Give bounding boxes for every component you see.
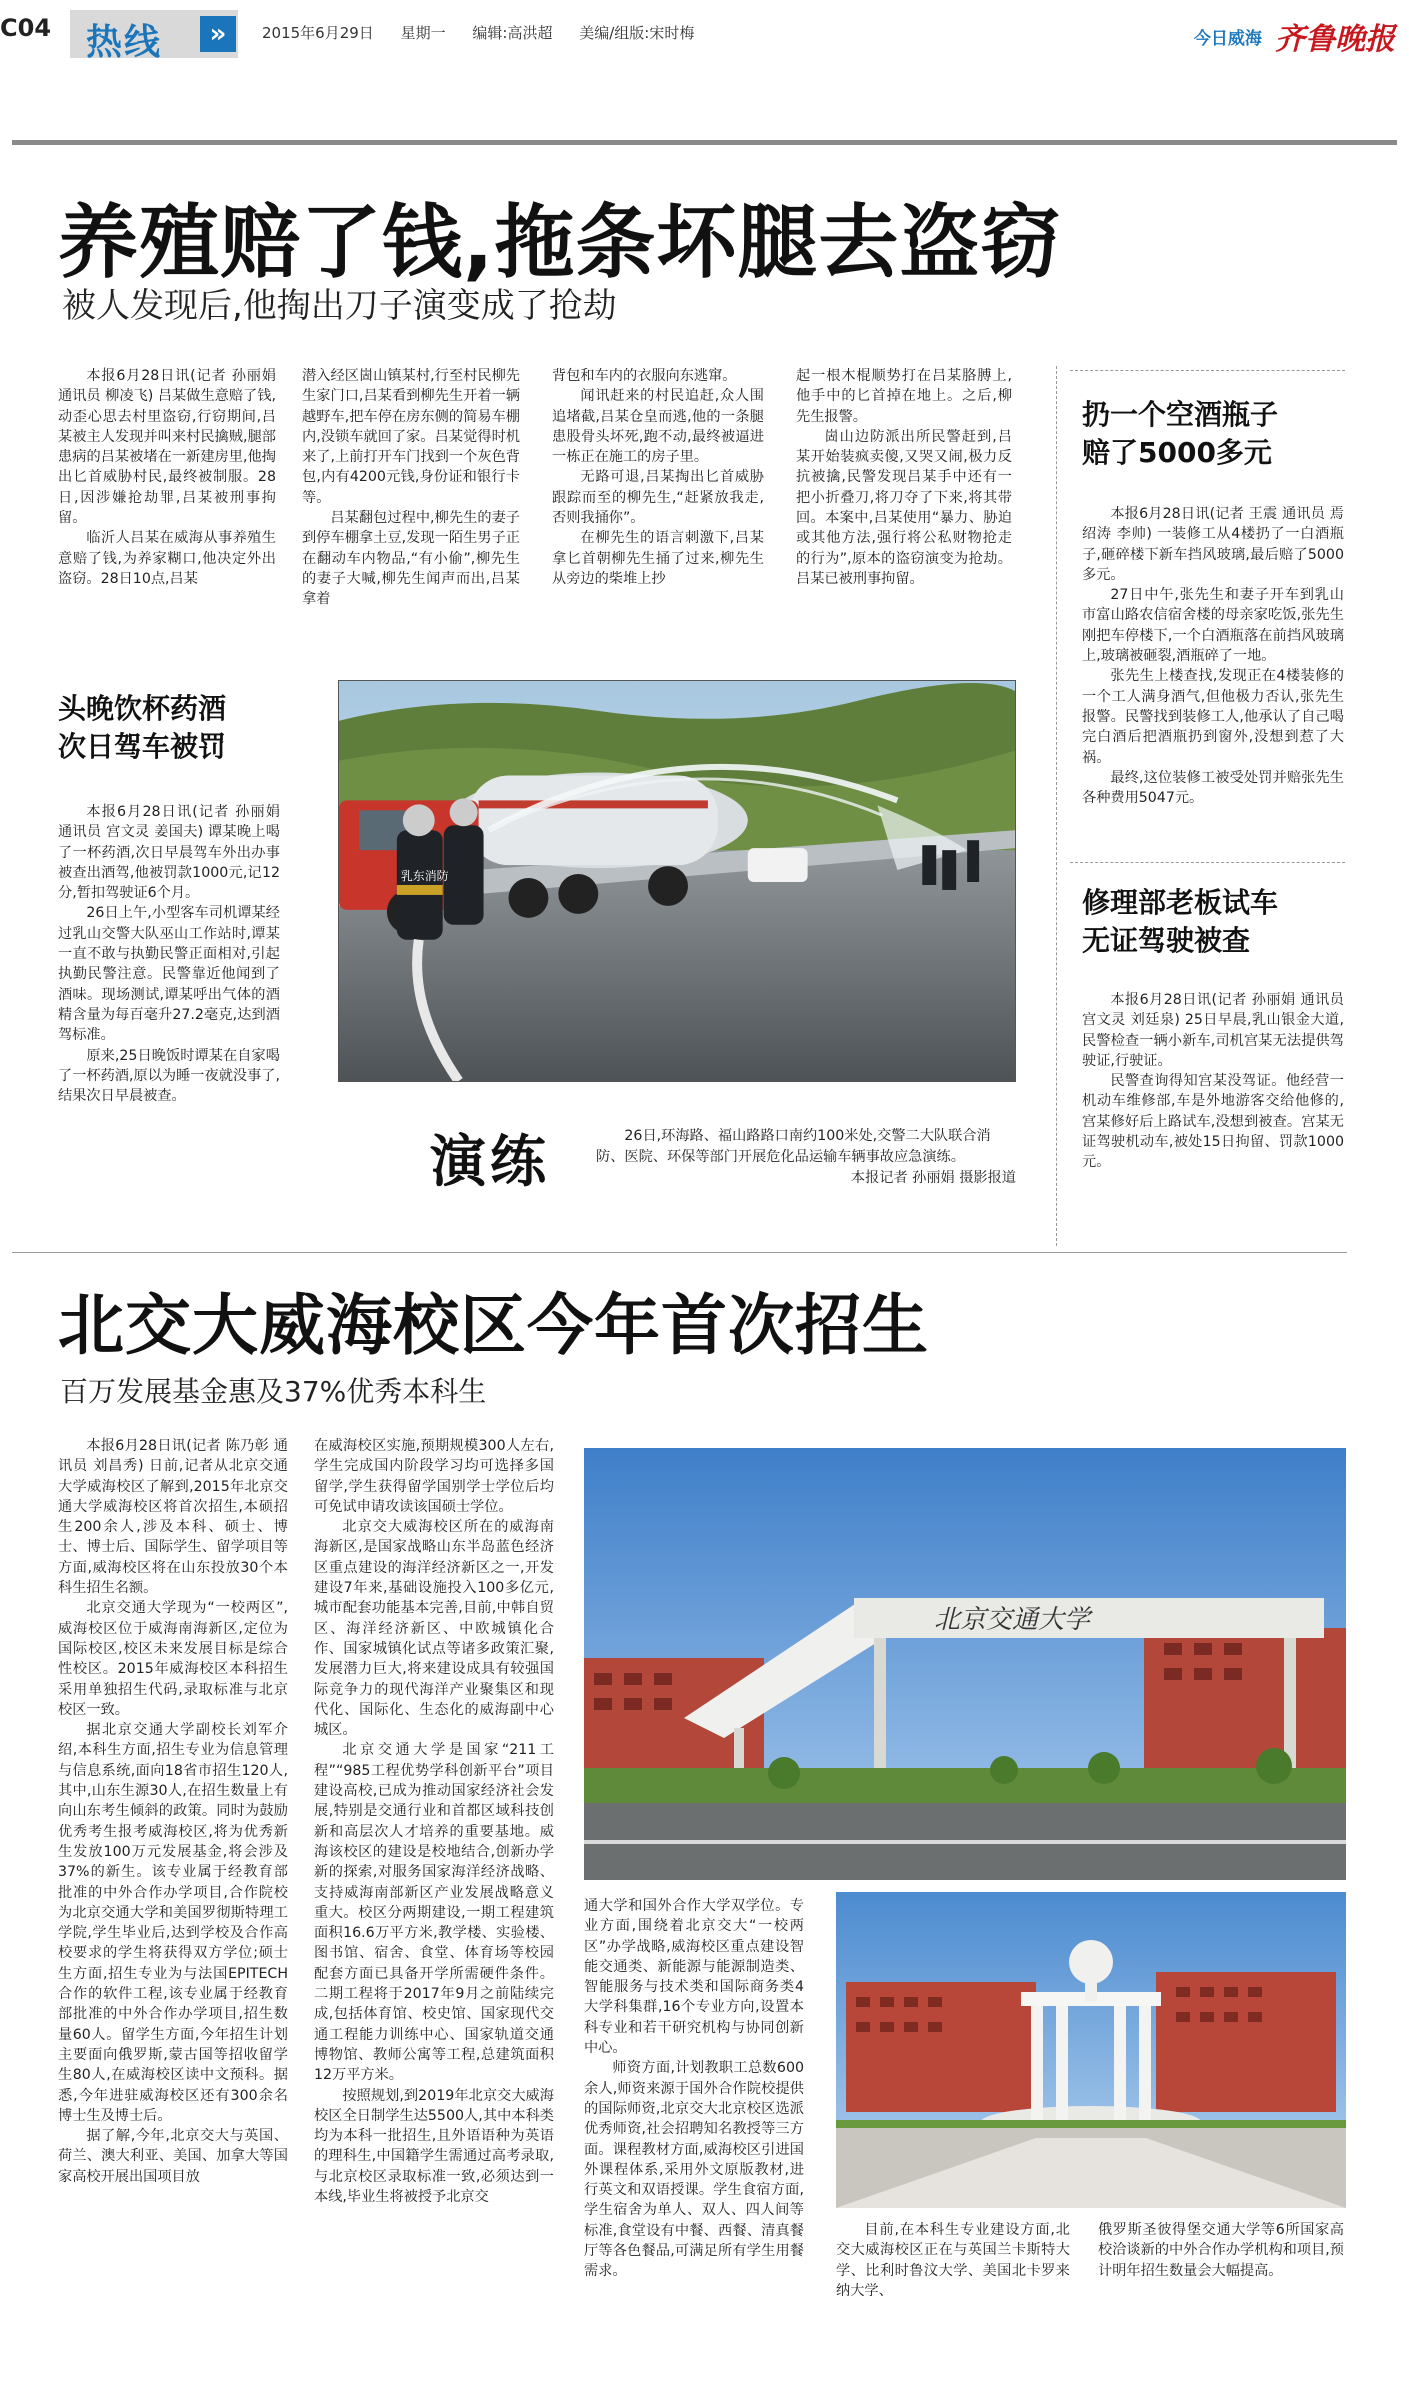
story2-para: 原来,25日晚饭时谭某在自家喝了一杯药酒,原以为睡一夜就没事了,结果次日早晨被查。	[58, 1047, 280, 1105]
column-divider	[1056, 366, 1057, 1246]
story5-col-3	[584, 1896, 804, 2278]
designer-credit: 美编/组版:宋时梅	[579, 24, 695, 42]
story5-col1-para: 据北京交通大学副校长刘军介绍,本科生方面,招生专业为信息管理与信息系统,面向18省市招生120人,其中,山东生源30人,在招生数量上有向山东考生倾斜的政策。同时为鼓励优秀考生报考威海校区,将为优秀新生发放100万元发展基金,将会涉及37%的新生。该专业属于经教育部批准的中外合作办学项目,合作院校为北京交通大学和美国罗彻斯特理工学院,学生毕业后,达到学校及合作高校要求的学生将获得双方学位;硕士生方面,招生专业为与法国EPITECH合作的软件工程,该专业属于经教育部批准的中外合作办学项目,招生数量60人。留学生方面,今年招生计划主要面向俄罗斯,蒙古国等招收留学生80人,在威海校区读中文预科。据悉,今年进驻威海校区还有300余名博士生及博士后。	[58, 1722, 288, 2124]
campus-plaza-illustration	[836, 1892, 1346, 2208]
story5-col-1	[58, 1436, 288, 2376]
story1-col-1	[58, 366, 276, 626]
story1-col1-para: 临沂人吕某在威海从事养殖生意赔了钱,为养家糊口,他决定外出盗窃。28日10点,吕某	[58, 530, 276, 587]
story1-col2-para: 吕某翻包过程中,柳先生的妻子到停车棚拿土豆,发现一陌生男子正在翻动车内物品,“有小偷”,柳先生的妻子大喊,柳先生闻声而出,吕某拿着	[302, 510, 520, 608]
campus-gate-photo	[584, 1448, 1346, 1880]
side-mid-rule	[1070, 862, 1345, 863]
story5-col-5	[1098, 2220, 1344, 2370]
story5-col3-para: 通大学和国外合作大学双学位。专业方面,围绕着北京交大“一校两区”办学战略,威海校区重点建设智能交通类、新能源与能源制造类、智能服务与技术类和国际商务类4大学科集群,16个专业方向,设置本科专业和若干研究机构与协同创新中心。	[584, 1898, 804, 2057]
side-top-rule	[1070, 370, 1345, 371]
campus-plaza-photo	[836, 1892, 1346, 2208]
section-tab	[70, 10, 238, 63]
story4-title-line: 无证驾驶被查	[1082, 924, 1251, 957]
story5-col2-para: 北京交大威海校区所在的威海南海新区,是国家战略山东半岛蓝色经济区重点建设的海洋经济新区之一,开发建设7年来,基础设施投入100多亿元,城市配套功能基本完善,目前,中韩自贸区、海洋经济新区、中欧城镇化合作、国家城镇化试点等诸多政策汇聚,发展潜力巨大,将来建设成具有较强国际竞争力的现代海洋产业聚集区和现代化、国际化、生态化的威海副中心城区。	[314, 1519, 554, 1739]
story3-para: 本报6月28日讯(记者 王震 通讯员 焉绍涛 李帅) 一装修工从4楼扔了一白酒瓶子,砸碎楼下新车挡风玻璃,最后赔了5000多元。	[1082, 506, 1344, 583]
drill-photo	[338, 680, 1016, 1082]
story1-col3-para: 闻讯赶来的村民追赶,众人围追堵截,吕某仓皇而逃,他的一条腿患股骨头坏死,跑不动,最终被逼进一栋正在施工的房子里。	[552, 388, 764, 466]
issue-date: 2015年6月29日	[262, 24, 374, 42]
gate-sign: 北京交通大学	[934, 1605, 1091, 1635]
story5-col1-para: 北京交通大学现为“一校两区”,威海校区位于威海南海新区,定位为国际校区,校区未来发展目标是综合性校区。2015年威海校区本科招生采用单独招生代码,录取标准与北京校区一致。	[58, 1600, 288, 1718]
story1-col4-para: 起一根木棍顺势打在吕某胳膊上,他手中的匕首掉在地上。之后,柳先生报警。	[796, 368, 1012, 425]
issue-meta	[262, 22, 716, 43]
story1-col1-para: 本报6月28日讯(记者 孙丽娟 通讯员 柳凌飞) 吕某做生意赔了钱,动歪心思去村里盗窃,行窃期间,吕某被主人发现并叫来村民擒贼,腿部患病的吕某被堵在一新建房里,他掏出匕首威胁村民,最终被制服。28日,因涉嫌抢劫罪,吕某被刑事拘留。	[58, 368, 276, 527]
story2-body	[58, 802, 280, 1252]
story3-title-line: 赔了5000多元	[1082, 436, 1272, 469]
story5-col5-para: 俄罗斯圣彼得堡交通大学等6所国家高校洽谈新的中外合作办学机构和项目,预计明年招生数量会大幅提高。	[1098, 2222, 1344, 2279]
story5-col-4	[836, 2220, 1070, 2370]
story2-title-line: 头晚饮杯药酒	[58, 692, 227, 725]
story1-col3-para: 在柳先生的语言刺激下,吕某拿匕首朝柳先生捅了过来,柳先生从旁边的柴堆上抄	[552, 530, 764, 587]
story5-col4-para: 目前,在本科生专业建设方面,北交大威海校区正在与英国兰卡斯特大学、比利时鲁汶大学、美国北卡罗来纳大学、	[836, 2222, 1070, 2299]
section-title: 热线	[86, 22, 163, 63]
story1-col2-para: 潜入经区崮山镇某村,行至村民柳先生家门口,吕某看到柳先生开着一辆越野车,把车停在房东侧的简易车棚内,没锁车就回了家。吕某觉得时机来了,上前打开车门找到一个灰色背包,内有4200元钱,身份证和银行卡等。	[302, 368, 520, 506]
story3-para: 张先生上楼查找,发现正在4楼装修的一个工人满身酒气,但他极力否认,张先生报警。民警找到装修工人,他承认了自己喝完白酒后把酒瓶扔到窗外,没想到惹了大祸。	[1082, 668, 1344, 766]
story3-para: 最终,这位装修工被受处罚并赔张先生各种费用5047元。	[1082, 769, 1344, 807]
story2-para: 本报6月28日讯(记者 孙丽娟 通讯员 宫文灵 姜国夫) 谭某晚上喝了一杯药酒,次日早晨驾车外出办事被查出酒驾,他被罚款1000元,记12分,暂扣驾驶证6个月。	[58, 804, 280, 902]
issue-weekday: 星期一	[400, 24, 446, 42]
story3-body	[1082, 504, 1344, 834]
story1-col-2	[302, 366, 520, 626]
editor-credit: 编辑:高洪超	[472, 24, 553, 42]
story4-para: 本报6月28日讯(记者 孙丽娟 通讯员 宫文灵 刘廷泉) 25日早晨,乳山银金大道,民警检查一辆小新车,司机宫某无法提供驾驶证,行驶证。	[1082, 992, 1344, 1069]
truck-label: 乳东消防	[400, 869, 449, 884]
masthead	[1194, 14, 1395, 58]
story1-subheadline: 被人发现后,他掏出刀子演变成了抢劫	[62, 286, 617, 326]
header-rule	[12, 140, 1397, 145]
story4-title	[1082, 884, 1278, 960]
newspaper-logo: 齐鲁晚报	[1275, 22, 1395, 57]
story4-body	[1082, 990, 1344, 1210]
story1-col3-para: 无路可退,吕某掏出匕首威胁跟踪而至的柳先生,“赶紧放我走,否则我捅你”。	[552, 469, 764, 527]
story1-col4-para: 崮山边防派出所民警赶到,吕某开始装疯卖傻,又哭又闹,极力反抗被擒,民警发现吕某手中还有一把小折叠刀,将刀夺了下来,将其带回。本案中,吕某使用“暴力、胁迫或其他方法,强行将公私财物抢走的行为”,原本的盗窃演变为抢劫。吕某已被刑事拘留。	[796, 428, 1012, 587]
story5-col2-para: 按照规划,到2019年北京交大威海校区全日制学生达5500人,其中本科类均为本科一批招生,且外语语种为英语的理科生,中国籍学生需通过高考录取,与北京校区录取标准一致,必须达到一本线,毕业生将被授予北京交	[314, 2087, 554, 2205]
story5-col2-para: 在威海校区实施,预期规模300人左右,学生完成国内阶段学习均可选择多国留学,学生获得留学国别学士学位后均可免试申请攻读该国硕士学位。	[314, 1438, 554, 1515]
story1-headline: 养殖赔了钱,拖条坏腿去盗窃	[58, 196, 1062, 289]
story2-title-line: 次日驾车被罚	[58, 730, 227, 763]
story1-col3-para: 背包和车内的衣服向东逃窜。	[552, 368, 737, 384]
page-number: C04	[0, 14, 52, 42]
photo-credit: 本报记者 孙丽娟 摄影报道	[850, 1170, 1016, 1186]
column-name: 今日威海	[1193, 28, 1262, 49]
section-divider	[12, 1252, 1347, 1253]
story3-para: 27日中午,张先生和妻子开车到乳山市富山路农信宿舍楼的母亲家吃饭,张先生刚把车停楼下,一个白酒瓶落在前挡风玻璃上,玻璃被砸裂,酒瓶碎了一地。	[1082, 587, 1344, 665]
photo-caption-text: 26日,环海路、福山路路口南约100米处,交警二大队联合消防、医院、环保等部门开展危化品运输车辆事故应急演练。	[596, 1128, 991, 1165]
story5-col1-para: 据了解,今年,北京交大与英国、荷兰、澳大利亚、美国、加拿大等国家高校开展出国项目放	[58, 2128, 288, 2185]
story5-col-2	[314, 1436, 554, 2376]
story3-title-line: 扔一个空酒瓶子	[1082, 398, 1279, 431]
story2-title	[58, 690, 226, 766]
photo-caption	[596, 1126, 1016, 1189]
story5-headline: 北交大威海校区今年首次招生	[58, 1287, 929, 1364]
story5-col3-para: 师资方面,计划教职工总数600余人,师资来源于国外合作院校提供的国际师资,北京交大北京校区选派优秀师资,社会招聘知名教授等三方面。课程教材方面,威海校区引进国外课程体系,采用外文原版教材,进行英文和双语授课。学生食宿方面,学生宿舍为单人、双人、四人间等标准,食堂设有中餐、西餐、清真餐厅等各色餐品,可满足所有学生用餐需求。	[584, 2060, 804, 2278]
page-header	[0, 0, 1409, 72]
photo-big-caption: 演练	[430, 1130, 550, 1195]
story5-col2-para: 北京交通大学是国家“211工程”“985工程优势学科创新平台”项目建设高校,已成为推动国家经济社会发展,特别是交通行业和首都区域科技创新和高层次人才培养的重要基地。威海该校区的建设是校地结合,创新办学新的探索,对服务国家海洋经济战略、支持威海南部新区产业发展战略意义重大。校区分两期建设,一期工程建筑面积16.6万平方米,教学楼、实验楼、图书馆、宿舍、食堂、体育场等校园配套方面已具备开学所需硬件条件。二期工程将于2017年9月之前陆续完成,包括体育馆、校史馆、国家现代交通工程能力训练中心、国家轨道交通博物馆、教师公寓等工程,总建筑面积12万平方米。	[314, 1742, 554, 2084]
campus-gate-illustration	[584, 1448, 1346, 1880]
story5-subheadline: 百万发展基金惠及37%优秀本科生	[60, 1375, 487, 1408]
story1-col-3	[552, 366, 764, 626]
story5-col1-para: 本报6月28日讯(记者 陈乃彰 通讯员 刘昌秀) 日前,记者从北京交通大学威海校区了解到,2015年北京交通大学威海校区将首次招生,本硕招生200余人,涉及本科、硕士、博士、博士后、国际学生、留学项目等方面,威海校区将在山东投放30个本科生招生名额。	[58, 1438, 288, 1597]
story2-para: 26日上午,小型客车司机谭某经过乳山交警大队巫山工作站时,谭某一直不敢与执勤民警正面相对,引起执勤民警注意。民警靠近他闻到了酒味。现场测试,谭某呼出气体的酒精含量为每百毫升27.2毫克,达到酒驾标准。	[58, 905, 280, 1044]
story4-para: 民警查询得知宫某没驾证。他经营一机动车维修部,车是外地游客交给他修的,宫某修好后上路试车,没想到被查。宫某无证驾驶机动车,被处15日拘留、罚款1000元。	[1082, 1073, 1344, 1171]
drill-photo-illustration	[339, 681, 1015, 1081]
double-chevron-icon: »	[200, 16, 236, 52]
story3-title	[1082, 396, 1278, 472]
story4-title-line: 修理部老板试车	[1082, 886, 1279, 919]
story1-col-4	[796, 366, 1012, 626]
